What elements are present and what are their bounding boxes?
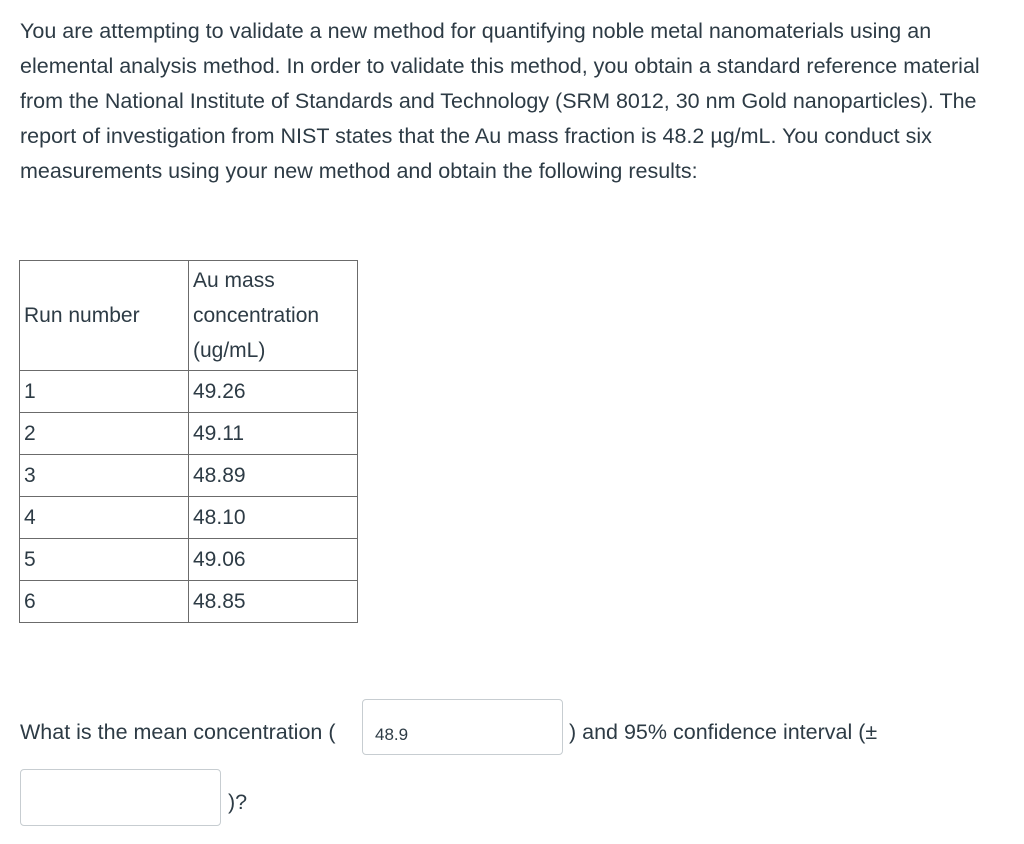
header-conc-line2: concentration [193, 304, 320, 327]
table-row [20, 581, 358, 623]
concentration-cell: 48.10 [189, 497, 358, 539]
question-suffix: )? [228, 790, 248, 814]
question-prefix: What is the mean concentration ( [20, 720, 336, 744]
concentration-cell: 49.26 [189, 371, 358, 413]
question-intro: You are attempting to validate a new method for quantifying noble metal nanomaterials using an elemental analysis method. In order to validate this method, you obtain a standard reference material from the National Institute of Standards and Technology (SRM 8012, 30 nm Gold nanoparticles). The report of investigation from NIST states that the Au mass fraction is 48.2 µg/mL. You conduct six measurements using your new method and obtain the following results: [20, 19, 980, 183]
table-row [20, 539, 358, 581]
table-row [20, 497, 358, 539]
confidence-interval-input[interactable] [20, 769, 221, 826]
concentration-cell: 49.06 [189, 539, 358, 581]
table-header-row [20, 261, 358, 371]
run-cell: 2 [20, 413, 189, 455]
header-conc-line3: (ug/mL) [193, 339, 266, 362]
run-cell: 6 [20, 581, 189, 623]
concentration-cell: 49.11 [189, 413, 358, 455]
concentration-cell: 48.85 [189, 581, 358, 623]
header-run-number: Run number [20, 261, 189, 371]
mean-concentration-input[interactable] [362, 699, 563, 755]
run-cell: 3 [20, 455, 189, 497]
run-cell: 5 [20, 539, 189, 581]
header-au-concentration [189, 261, 358, 371]
question-middle: ) and 95% confidence interval (± [569, 720, 878, 744]
table-row [20, 455, 358, 497]
concentration-cell: 48.89 [189, 455, 358, 497]
run-cell: 1 [20, 371, 189, 413]
results-table [19, 260, 358, 623]
table-row [20, 413, 358, 455]
run-cell: 4 [20, 497, 189, 539]
table-row [20, 371, 358, 413]
header-conc-line1: Au mass [193, 269, 275, 292]
